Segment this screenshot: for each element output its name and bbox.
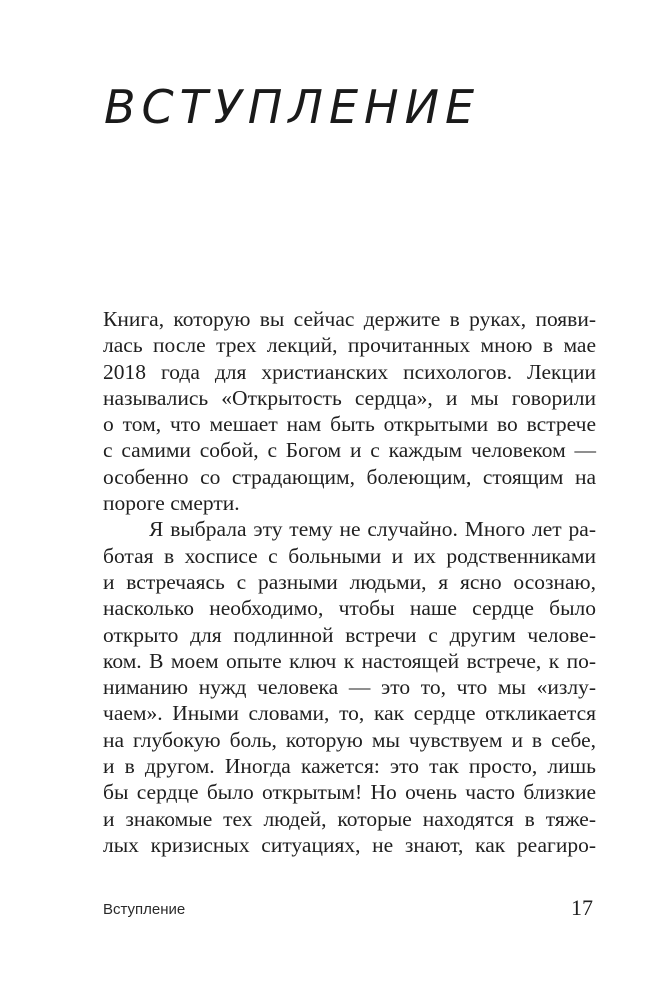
text-line: открыто для подлинной встречи с другим челове- — [103, 622, 596, 647]
text-line: ботая в хосписе с больными и их родственниками — [103, 543, 596, 568]
page-number: 17 — [571, 895, 593, 920]
text-line: бы сердце было открытым! Но очень часто близкие — [103, 780, 596, 805]
text-line: назывались «Открытость сердца», и мы говорили — [103, 385, 596, 410]
text-line: чаем». Иными словами, то, как сердце откликается — [103, 701, 596, 726]
text-line: Я выбрала эту тему не случайно. Много лет ра- — [149, 517, 596, 542]
body-text — [103, 306, 596, 858]
text-line: на глубокую боль, которую мы чувствуем и в себе, — [103, 727, 596, 752]
text-line: ниманию нужд человека — это то, что мы «излу- — [103, 675, 596, 700]
text-line: лых кризисных ситуациях, не знают, как реагиро- — [103, 832, 596, 857]
text-line: и знакомые тех людей, которые находятся в тяже- — [103, 806, 596, 831]
chapter-title: ВСТУПЛЕНИЕ — [104, 80, 481, 134]
text-line: о том, что мешает нам быть открытыми во встрече — [103, 412, 596, 437]
running-footer-section: Вступление — [103, 901, 186, 918]
text-line: и встречаясь с разными людьми, я ясно осознаю, — [103, 569, 596, 594]
text-line: насколько необходимо, чтобы наше сердце было — [103, 596, 596, 621]
text-line: с самими собой, с Богом и с каждым человеком — — [103, 438, 596, 463]
text-line: и в другом. Иногда кажется: это так просто, лишь — [103, 754, 596, 779]
text-line: ком. В моем опыте ключ к настоящей встрече, к по- — [103, 648, 596, 673]
text-line: лась после трех лекций, прочитанных мною в мае — [103, 333, 596, 358]
text-line: пороге смерти. — [103, 491, 240, 516]
text-line: 2018 года для христианских психологов. Лекции — [103, 359, 596, 384]
text-line: особенно со страдающим, болеющим, стоящим на — [103, 464, 596, 489]
text-line: Книга, которую вы сейчас держите в руках, появи- — [103, 307, 596, 331]
